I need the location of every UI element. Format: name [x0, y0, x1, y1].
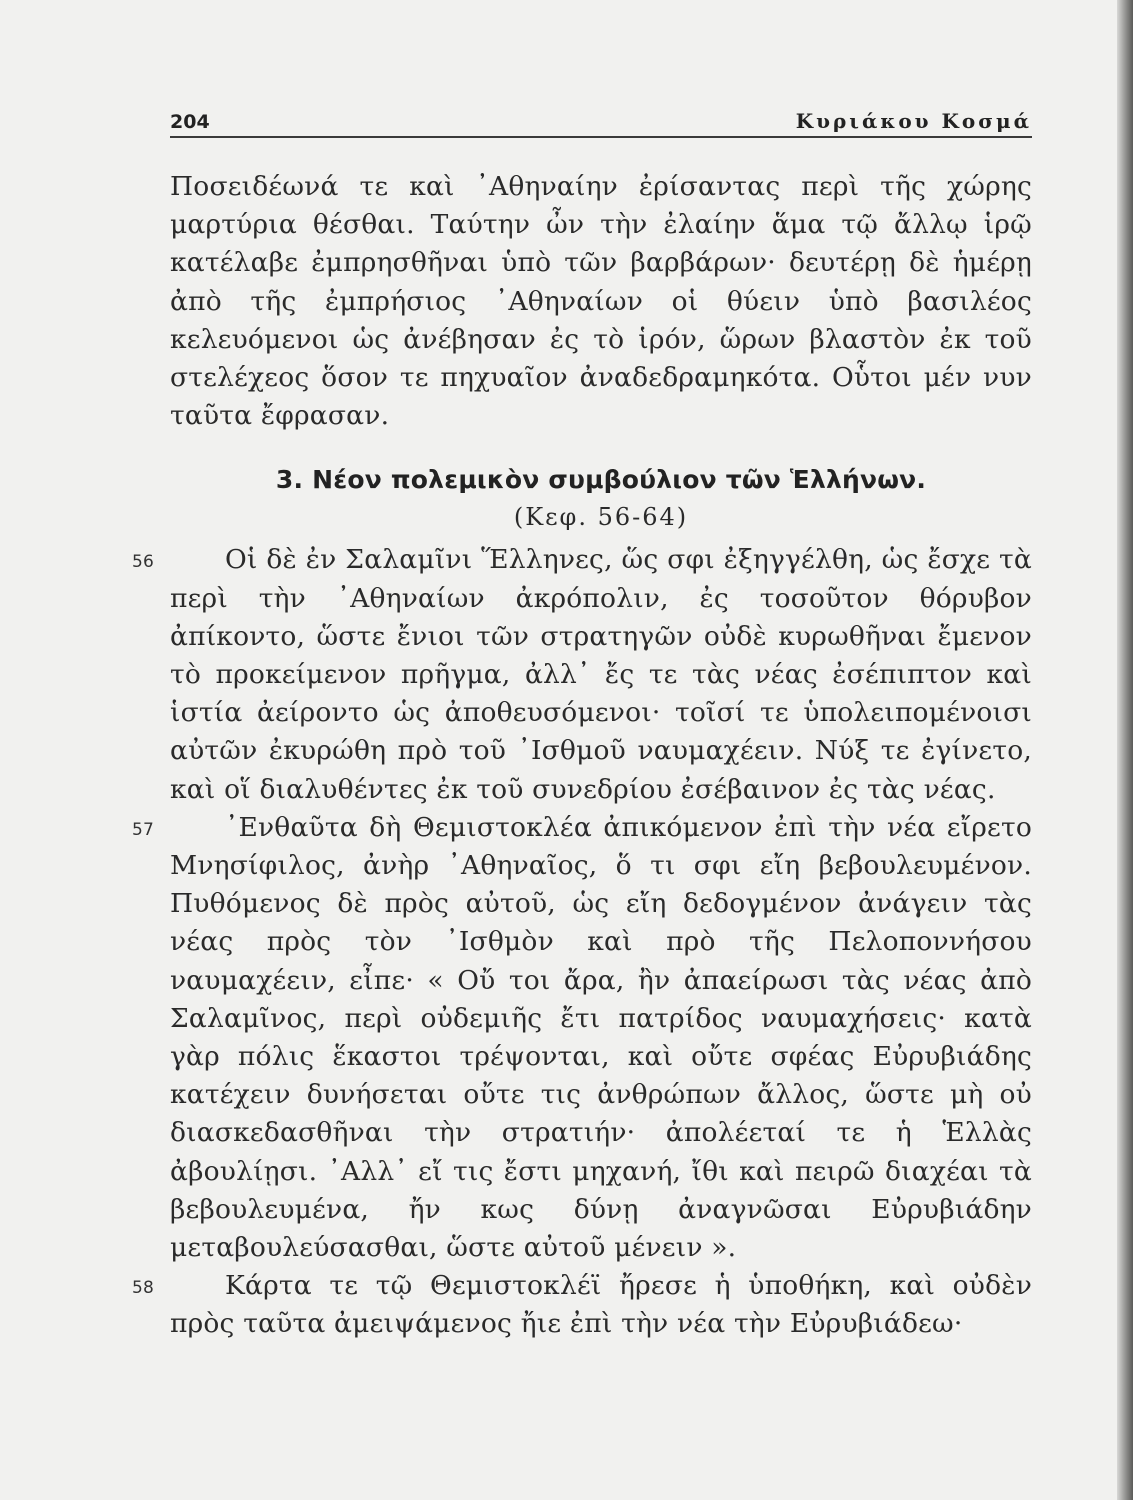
paragraph-text: Οἱ δὲ ἐν Σαλαμῖνι Ἕλληνες, ὥς σφι ἐξηγγέλθη, ὡς ἔσχε τὰ περὶ τὴν ᾿Αθηναίων ἀκρόπολιν, ἐς τοσοῦτον θόρυβον ἀπίκοντο, ὥστε ἔνιοι τῶν στρατηγῶν οὐδὲ κυρωθῆναι ἔμενον τὸ προκείμενον πρῆγμα, ἀλλ᾿ ἔς τε τὰς νέας ἐσέπιπτον καὶ ἱστία ἀείροντο ὡς ἀποθευσόμενοι· τοῖσί τε ὑπολειπομένοισι αὐτῶν ἐκυρώθη πρὸ τοῦ ᾿Ισθμοῦ ναυμαχέειν. Νύξ τε ἐγίνετο, καὶ οἵ διαλυθέντες ἐκ τοῦ συνεδρίου ἐσέβαινον ἐς τὰς νέας.: [170, 544, 1032, 805]
book-spine-edge: [1117, 0, 1133, 1500]
section-title: 3. Νέον πολεμικὸν συμβούλιον τῶν Ἑλλήνων.: [275, 465, 927, 495]
section-number: 57: [132, 819, 155, 840]
book-page: [132, 96, 1032, 1344]
paragraph-57: [132, 809, 1032, 1267]
page-body: [132, 168, 1032, 1344]
page-header: [170, 96, 1032, 138]
intro-paragraph: Ποσειδέωνά τε καὶ ᾿Αθηναίην ἐρίσαντας περὶ τῆς χώρης μαρτύρια θέσθαι. Ταύτην ὦν τὴν ἐλαίην ἅμα τῷ ἄλλῳ ἱρῷ κατέλαβε ἐμπρησθῆναι ὑπὸ τῶν βαρβάρων· δευτέρῃ δὲ ἡμέρῃ ἀπὸ τῆς ἐμπρήσιος ᾿Αθηναίων οἱ θύειν ὑπὸ βασιλέος κελευόμενοι ὡς ἀνέβησαν ἐς τὸ ἱρόν, ὥρων βλαστὸν ἐκ τοῦ στελέχεος ὅσον τε πηχυαῖον ἀναδεδραμηκότα. Οὗτοι μέν νυν ταῦτα ἔφρασαν.: [170, 171, 1032, 432]
section-number: 58: [132, 1278, 155, 1299]
paragraph-56: [132, 541, 1032, 808]
section-reference: (Κεφ. 56-64): [513, 503, 689, 532]
running-head: Κυριάκου Κοσμά: [795, 109, 1032, 133]
section-number: 56: [132, 552, 155, 573]
paragraph-text: ᾿Ενθαῦτα δὴ Θεμιστοκλέα ἀπικόμενον ἐπὶ τὴν νέα εἴρετο Μνησίφιλος, ἀνὴρ ᾿Αθηναῖος, ὅ τι σφι εἴη βεβουλευμένον. Πυθόμενος δὲ πρὸς αὐτοῦ, ὡς εἴη δεδογμένον ἀνάγειν τὰς νέας πρὸς τὸν ᾿Ισθμὸν καὶ πρὸ τῆς Πελοποννήσου ναυμαχέειν, εἶπε· « Οὔ τοι ἄρα, ἢν ἀπαείρωσι τὰς νέας ἀπὸ Σαλαμῖνος, περὶ οὐδεμιῆς ἔτι πατρίδος ναυμαχήσεις· κατὰ γὰρ πόλις ἕκαστοι τρέψονται, καὶ οὔτε σφέας Εὐρυβιάδης κατέχειν δυνήσεται οὔτε τις ἀνθρώπων ἄλλος, ὥστε μὴ οὐ διασκεδασθῆναι τὴν στρατιήν· ἀπολέεταί τε ἡ Ἑλλὰς ἀβουλίῃσι. ᾿Αλλ᾿ εἴ τις ἔστι μηχανή, ἴθι καὶ πειρῶ διαχέαι τὰ βεβουλευμένα, ἤν κως δύνῃ ἀναγνῶσαι Εὐρυβιάδην μεταβουλεύσασθαι, ὥστε αὐτοῦ μένειν ».: [170, 811, 1032, 1264]
paragraph-58: [132, 1267, 1032, 1343]
page-number: 204: [170, 111, 210, 133]
paragraph-text: Κάρτα τε τῷ Θεμιστοκλέϊ ἤρεσε ἡ ὑποθήκη, καὶ οὐδὲν πρὸς ταῦτα ἀμειψάμενος ἤιε ἐπὶ τὴν νέα τὴν Εὐρυβιάδεω·: [170, 1270, 1032, 1340]
